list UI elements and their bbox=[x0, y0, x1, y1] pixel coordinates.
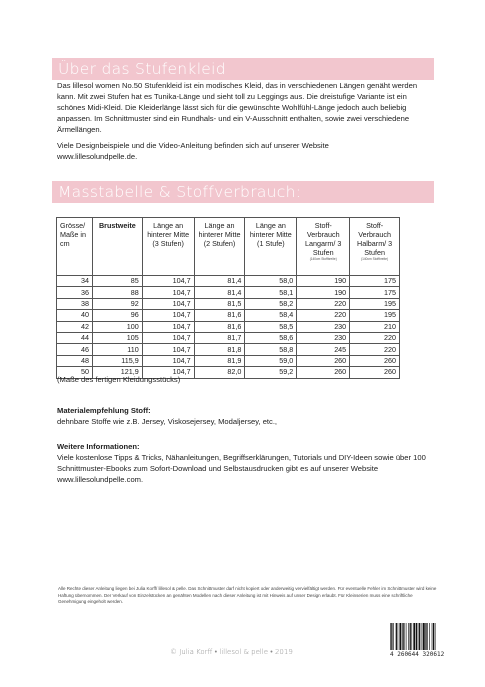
table-cell: 59,0 bbox=[245, 355, 297, 366]
table-cell: 245 bbox=[297, 344, 350, 355]
table-cell: 220 bbox=[297, 298, 350, 309]
section-title-sizes: Masstabelle & Stoffverbrauch: bbox=[58, 183, 302, 201]
table-cell: 230 bbox=[297, 321, 350, 332]
header-cell-fabric-long: Stoff-Verbrauch Langarm/ 3 Stufen (140cm Stoffbreite) bbox=[297, 218, 350, 276]
table-cell: 58,5 bbox=[245, 321, 297, 332]
table-caption: (Maße des fertigen Kleidungsstücks) bbox=[57, 375, 181, 384]
table-cell: 220 bbox=[297, 310, 350, 321]
table-cell: 81,4 bbox=[194, 276, 245, 287]
table-cell: 260 bbox=[350, 355, 400, 366]
table-cell: 38 bbox=[57, 298, 93, 309]
table-cell: 42 bbox=[57, 321, 93, 332]
table-cell: 58,8 bbox=[245, 344, 297, 355]
table-cell: 82,0 bbox=[194, 367, 245, 378]
table-cell: 104,7 bbox=[142, 310, 194, 321]
section-title-about: Über das Stufenkleid bbox=[58, 60, 226, 78]
table-cell: 260 bbox=[350, 367, 400, 378]
about-paragraph-1: Das lillesol women No.50 Stufenkleid ist ein modisches Kleid, das in verschiedenen Längen genäht werden kann. Mit zwei Stufen hat es Tunika-Länge und sieht toll zu Leggings aus. Die dreistufige Variante ist ein schönes Midi-Kleid. Die Kleiderlänge lässt sich für die gewünschte Wohlfühl-Länge jedoch auch beliebig anpassen. Im Schnittmuster sind ein Rundhals- und ein V-Ausschnitt enthalten, sowie zwei verschiedene Ärmellängen. bbox=[57, 81, 418, 134]
table-cell: 104,7 bbox=[142, 321, 194, 332]
copyright-line: © Julia Korff • lillesol & pelle • 2019 bbox=[170, 648, 293, 656]
table-cell: 81,8 bbox=[194, 344, 245, 355]
table-row bbox=[57, 321, 400, 332]
table-cell: 104,7 bbox=[142, 332, 194, 343]
table-cell: 46 bbox=[57, 344, 93, 355]
table-cell: 104,7 bbox=[142, 298, 194, 309]
table-cell: 34 bbox=[57, 276, 93, 287]
table-cell: 121,9 bbox=[92, 367, 142, 378]
about-paragraph-2: Viele Designbeispiele und die Video-Anleitung befinden sich auf unserer Website www.lillesolundpelle.de. bbox=[57, 141, 329, 161]
table-row bbox=[57, 287, 400, 298]
table-cell: 104,7 bbox=[142, 276, 194, 287]
header-cell-length-1: Länge an hinterer Mitte (1 Stufe) bbox=[245, 218, 297, 276]
header-cell-fabric-half: Stoff-Verbrauch Halbarm/ 3 Stufen (140cm Stoffbreite) bbox=[350, 218, 400, 276]
table-cell: 104,7 bbox=[142, 367, 194, 378]
material-heading: Materialempfehlung Stoff: bbox=[57, 406, 151, 415]
table-cell: 115,9 bbox=[92, 355, 142, 366]
table-cell: 105 bbox=[92, 332, 142, 343]
table-cell: 195 bbox=[350, 310, 400, 321]
table-cell: 81,5 bbox=[194, 298, 245, 309]
table-cell: 230 bbox=[297, 332, 350, 343]
table-cell: 44 bbox=[57, 332, 93, 343]
table-cell: 195 bbox=[350, 298, 400, 309]
table-cell: 36 bbox=[57, 287, 93, 298]
table-cell: 190 bbox=[297, 276, 350, 287]
table-cell: 175 bbox=[350, 276, 400, 287]
table-cell: 81,6 bbox=[194, 310, 245, 321]
table-cell: 220 bbox=[350, 332, 400, 343]
table-cell: 58,1 bbox=[245, 287, 297, 298]
table-cell: 260 bbox=[297, 367, 350, 378]
table-cell: 260 bbox=[297, 355, 350, 366]
table-cell: 96 bbox=[92, 310, 142, 321]
legal-notice: Alle Rechte dieser Anleitung liegen bei Julia Korff/ lillesol & pelle. Das Schnittmuster darf nicht kopiert oder anderweitig vervielfältigt werden. Für eventuelle Fehler im Schnittmuster wird keine Haftung übernommen. Der Verkauf von Einzelstücken an genähten Modellen nach dieser Anleitung ist mit Hinweis auf unser Design erlaubt. Für Kleinserien muss eine schriftliche Genehmigung eingeholt werden. bbox=[58, 586, 437, 605]
table-cell: 190 bbox=[297, 287, 350, 298]
table-cell: 175 bbox=[350, 287, 400, 298]
table-cell: 58,6 bbox=[245, 332, 297, 343]
table-cell: 85 bbox=[92, 276, 142, 287]
header-cell-size: Grösse/ Maße in cm bbox=[57, 218, 93, 276]
table-cell: 81,6 bbox=[194, 321, 245, 332]
table-cell: 88 bbox=[92, 287, 142, 298]
table-cell: 81,4 bbox=[194, 287, 245, 298]
table-cell: 48 bbox=[57, 355, 93, 366]
table-row bbox=[57, 276, 400, 287]
header-cell-length-2: Länge an hinterer Mitte (2 Stufen) bbox=[194, 218, 245, 276]
table-row bbox=[57, 332, 400, 343]
table-cell: 50 bbox=[57, 367, 93, 378]
header-cell-length-3: Länge an hinterer Mitte (3 Stufen) bbox=[142, 218, 194, 276]
table-cell: 58,4 bbox=[245, 310, 297, 321]
info-heading: Weitere Informationen: bbox=[57, 442, 140, 451]
table-row bbox=[57, 355, 400, 366]
table-cell: 104,7 bbox=[142, 355, 194, 366]
section-banner-about bbox=[52, 58, 434, 80]
material-text: dehnbare Stoffe wie z.B. Jersey, Viskosejersey, Modaljersey, etc., bbox=[57, 417, 278, 426]
table-row bbox=[57, 310, 400, 321]
table-cell: 40 bbox=[57, 310, 93, 321]
table-row bbox=[57, 298, 400, 309]
table-cell: 59,2 bbox=[245, 367, 297, 378]
barcode-icon bbox=[390, 623, 450, 650]
table-cell: 104,7 bbox=[142, 344, 194, 355]
table-cell: 210 bbox=[350, 321, 400, 332]
table-cell: 110 bbox=[92, 344, 142, 355]
table-cell: 81,9 bbox=[194, 355, 245, 366]
size-table bbox=[56, 217, 400, 379]
table-cell: 104,7 bbox=[142, 287, 194, 298]
table-body bbox=[57, 276, 400, 379]
barcode-number: 4 260644 320612 bbox=[390, 651, 445, 658]
section-banner-sizes bbox=[52, 181, 434, 203]
table-cell: 58,0 bbox=[245, 276, 297, 287]
table-cell: 220 bbox=[350, 344, 400, 355]
table-row bbox=[57, 344, 400, 355]
header-cell-chest: Brustweite bbox=[92, 218, 142, 276]
table-cell: 58,2 bbox=[245, 298, 297, 309]
info-text: Viele kostenlose Tipps & Tricks, Nähanleitungen, Begriffserklärungen, Tutorials und DIY-Ideen sowie über 100 Schnittmuster-Ebooks zum Sofort-Download und Selbstausdrucken gibt es auf unserer Website www.lillesolundpelle.com. bbox=[57, 453, 426, 484]
table-cell: 92 bbox=[92, 298, 142, 309]
table-cell: 81,7 bbox=[194, 332, 245, 343]
table-header-row bbox=[57, 218, 400, 276]
table-cell: 100 bbox=[92, 321, 142, 332]
